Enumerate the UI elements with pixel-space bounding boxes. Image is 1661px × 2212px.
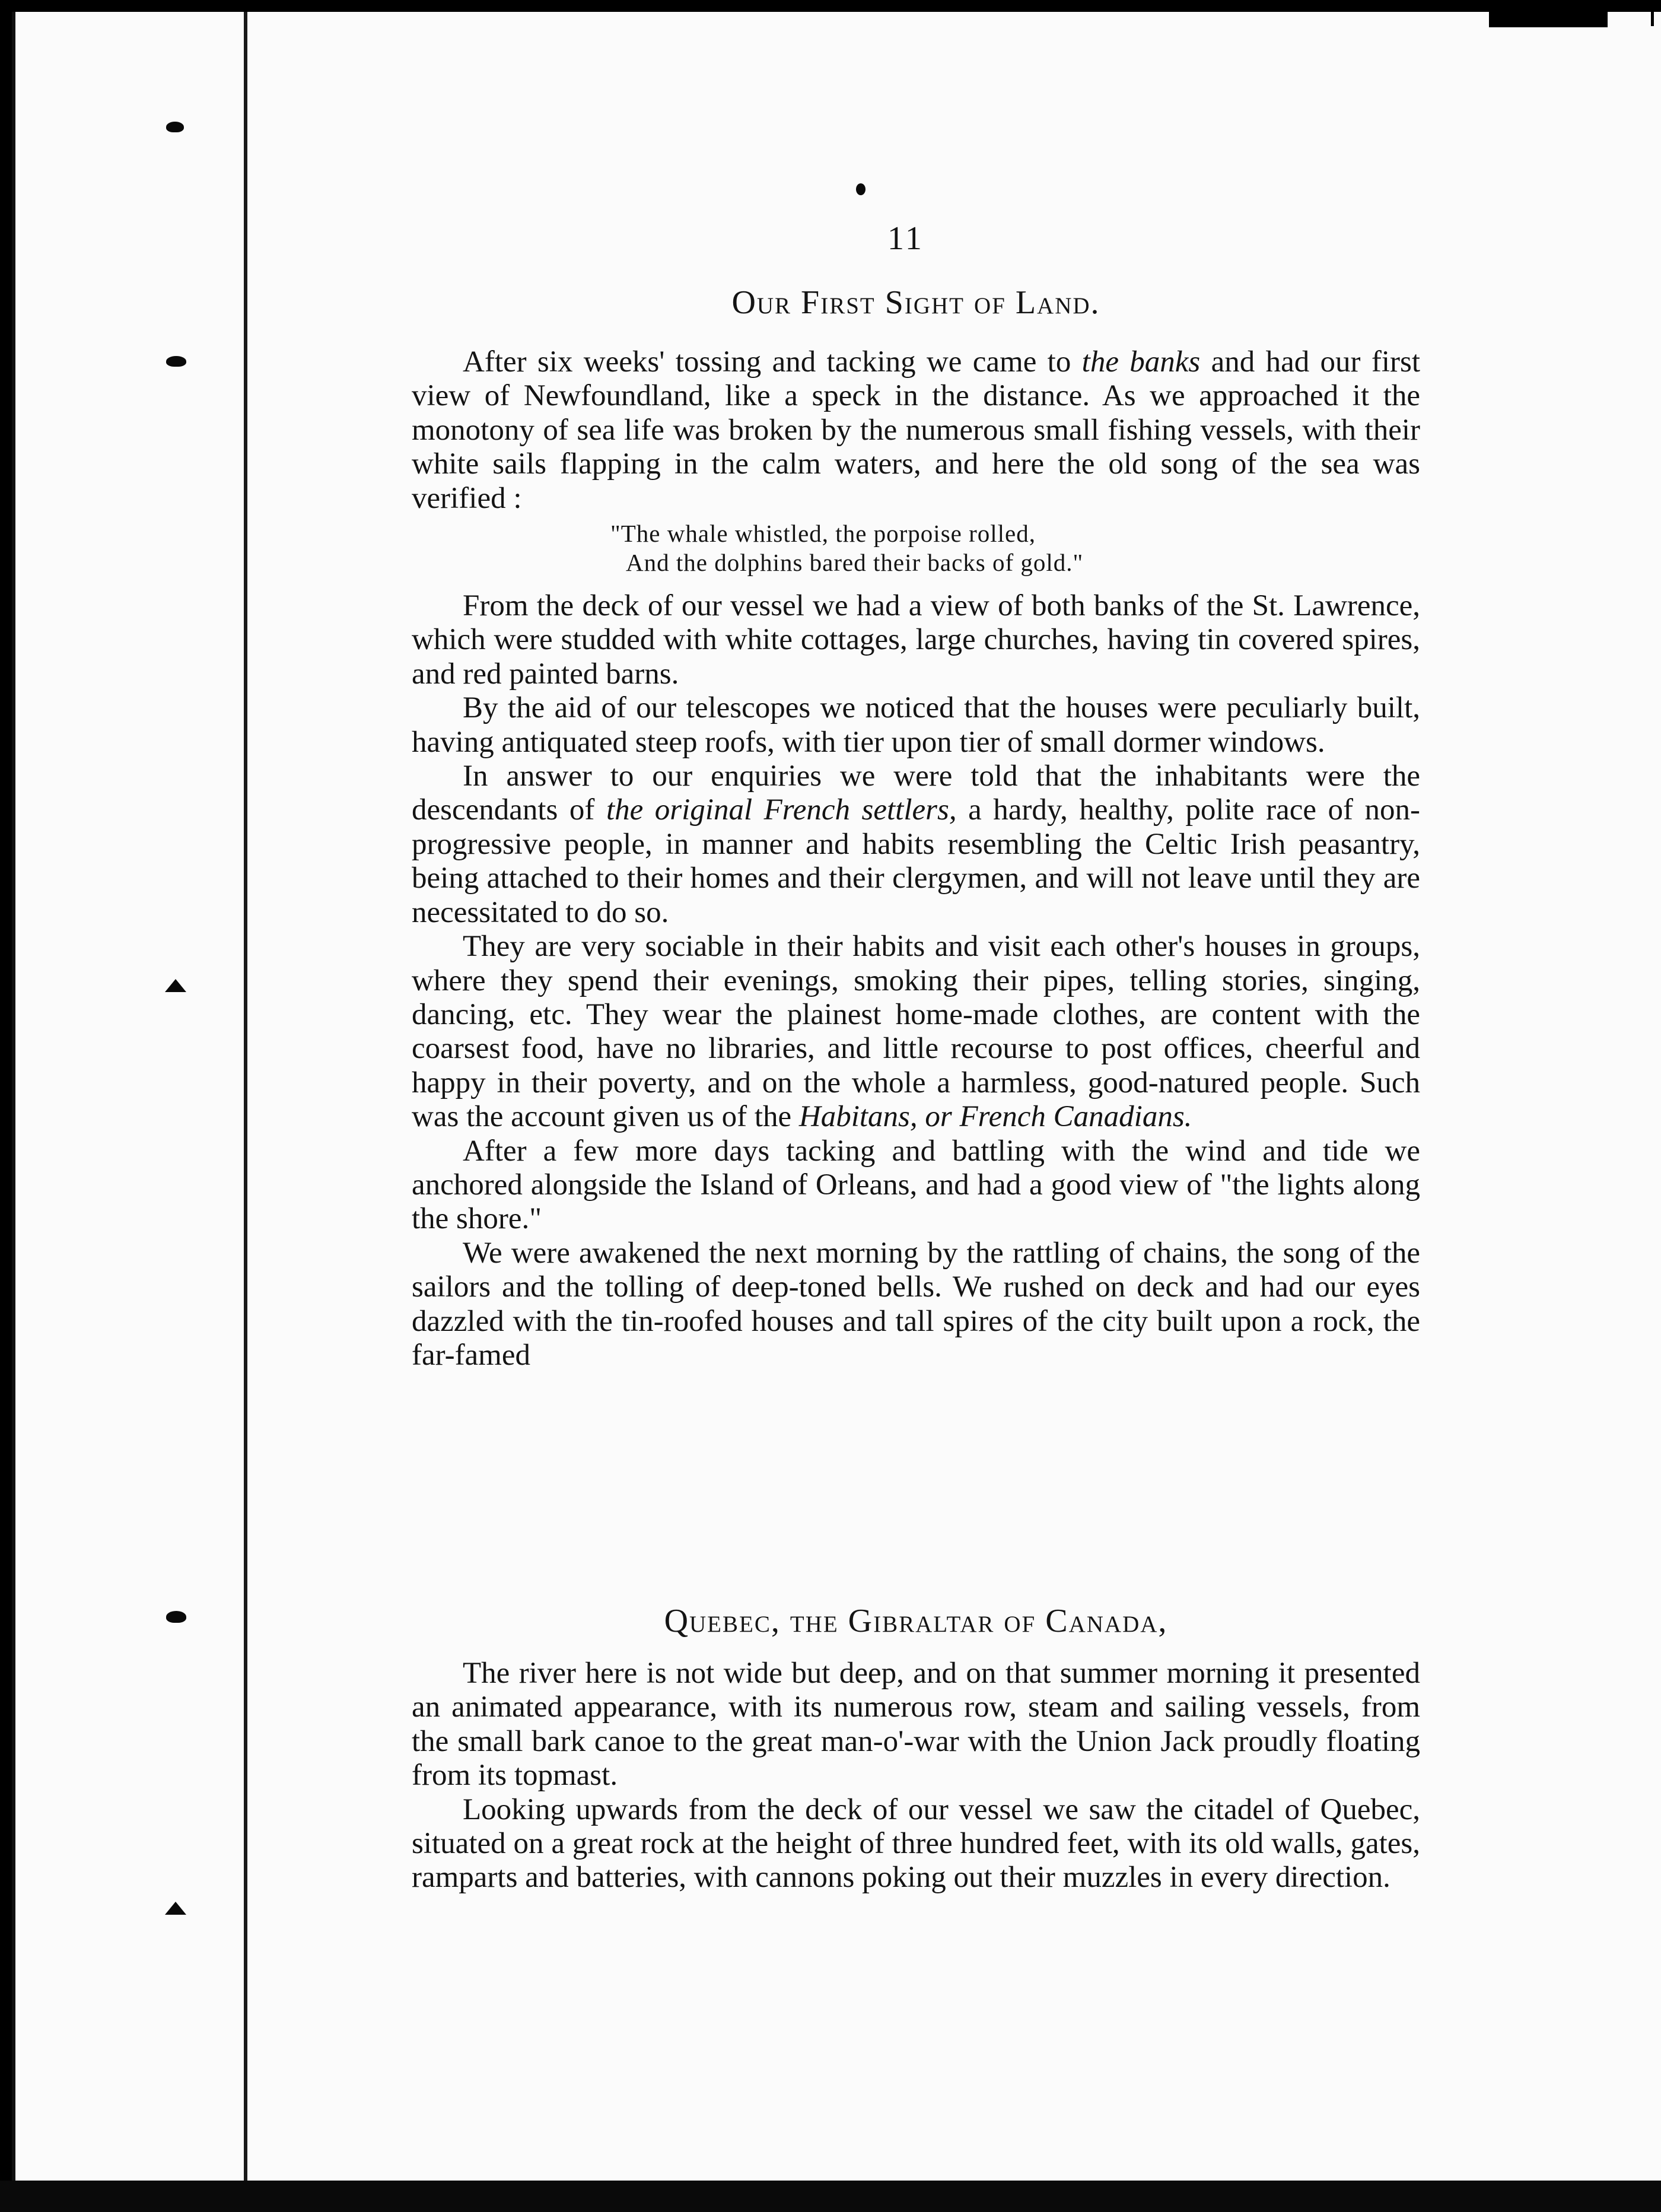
section-heading-first-sight: Our First Sight of Land. — [731, 284, 1100, 321]
page-number: 11 — [887, 220, 924, 257]
paragraph: By the aid of our telescopes we noticed that the houses were peculiarly built, having antiquated steep roofs, with tier upon tier of small dormer windows. — [412, 691, 1420, 759]
paragraph: After a few more days tacking and battling with the wind and tide we anchored alongside the Island of Orleans, and had a good view of "the lights along the shore." — [412, 1134, 1420, 1236]
emphasis-text: the banks — [1081, 345, 1201, 379]
corner-scan-mark — [1483, 12, 1661, 36]
paragraph: From the deck of our vessel we had a view of both banks of the St. Lawrence, which were studded with white cottages, large churches, having tin covered spires, and red painted barns. — [412, 589, 1420, 691]
paragraph: We were awakened the next morning by the rattling of chains, the song of the sailors and the tolling of deep-toned bells. We rushed on deck and had our eyes dazzled with the tin-roofed houses and tall spires of the city built upon a rock, the far-famed — [412, 1236, 1420, 1372]
verse-line: And the dolphins bared their backs of gold." — [626, 549, 1084, 577]
margin-punch-mark — [166, 356, 186, 367]
binding-edge-line — [244, 12, 247, 2181]
paragraph: The river here is not wide but deep, and on that summer morning it presented an animated appearance, with its numerous row, steam and sailing vessels, from the small bark canoe to the great man-o'-war with the Union Jack proudly floating from its topmast. — [412, 1657, 1420, 1793]
paragraph: They are very sociable in their habits and visit each other's houses in groups, where they spend their evenings, smoking their pipes, telling stories, singing, dancing, etc. They wear the plainest home-made clothes, are content with the coarsest food, have no libraries, and little recourse to post offices, cheerful and happy in their poverty, and on the whole a harmless, good-natured people. Such was the account given us of the Habitans, or French Canadians. — [412, 930, 1420, 1134]
margin-punch-mark — [166, 1611, 186, 1623]
verse-quote — [610, 519, 1420, 577]
margin-punch-mark — [165, 979, 186, 992]
section-heading-quebec: Quebec, the Gibraltar of Canada, — [664, 1603, 1168, 1639]
scanned-page — [0, 12, 1661, 2212]
ink-dot — [856, 183, 865, 195]
emphasis-text: the original French settlers, — [606, 793, 957, 827]
emphasis-text: Habitans, or French Canadians. — [798, 1100, 1192, 1134]
paragraph: Looking upwards from the deck of our vessel we saw the citadel of Quebec, situated on a great rock at the height of three hundred feet, with its old walls, gates, ramparts and batteries, with cannons poking out their muzzles in every direction. — [412, 1793, 1420, 1895]
paragraph: In answer to our enquiries we were told that the inhabitants were the descendants of the original French settlers, a hardy, healthy, polite race of non-progressive people, in manner and habits resembling the Celtic Irish peasantry, being attached to their homes and their clergymen, and will not leave until they are necessitated to do so. — [412, 759, 1420, 929]
paragraph: After six weeks' tossing and tacking we came to the banks and had our first view of Newfoundland, like a speck in the distance. As we approached it the monotony of sea life was broken by the numerous small fishing vessels, with their white sails flapping in the calm waters, and here the old song of the sea was verified : — [412, 345, 1420, 515]
margin-punch-mark — [166, 122, 184, 132]
margin-punch-mark — [165, 1902, 186, 1915]
verse-line: "The whale whistled, the porpoise rolled, — [610, 520, 1036, 548]
bottom-scan-shadow — [0, 2181, 1661, 2212]
section-first-sight-body — [412, 345, 1420, 1372]
section-quebec-body — [412, 1657, 1420, 1895]
